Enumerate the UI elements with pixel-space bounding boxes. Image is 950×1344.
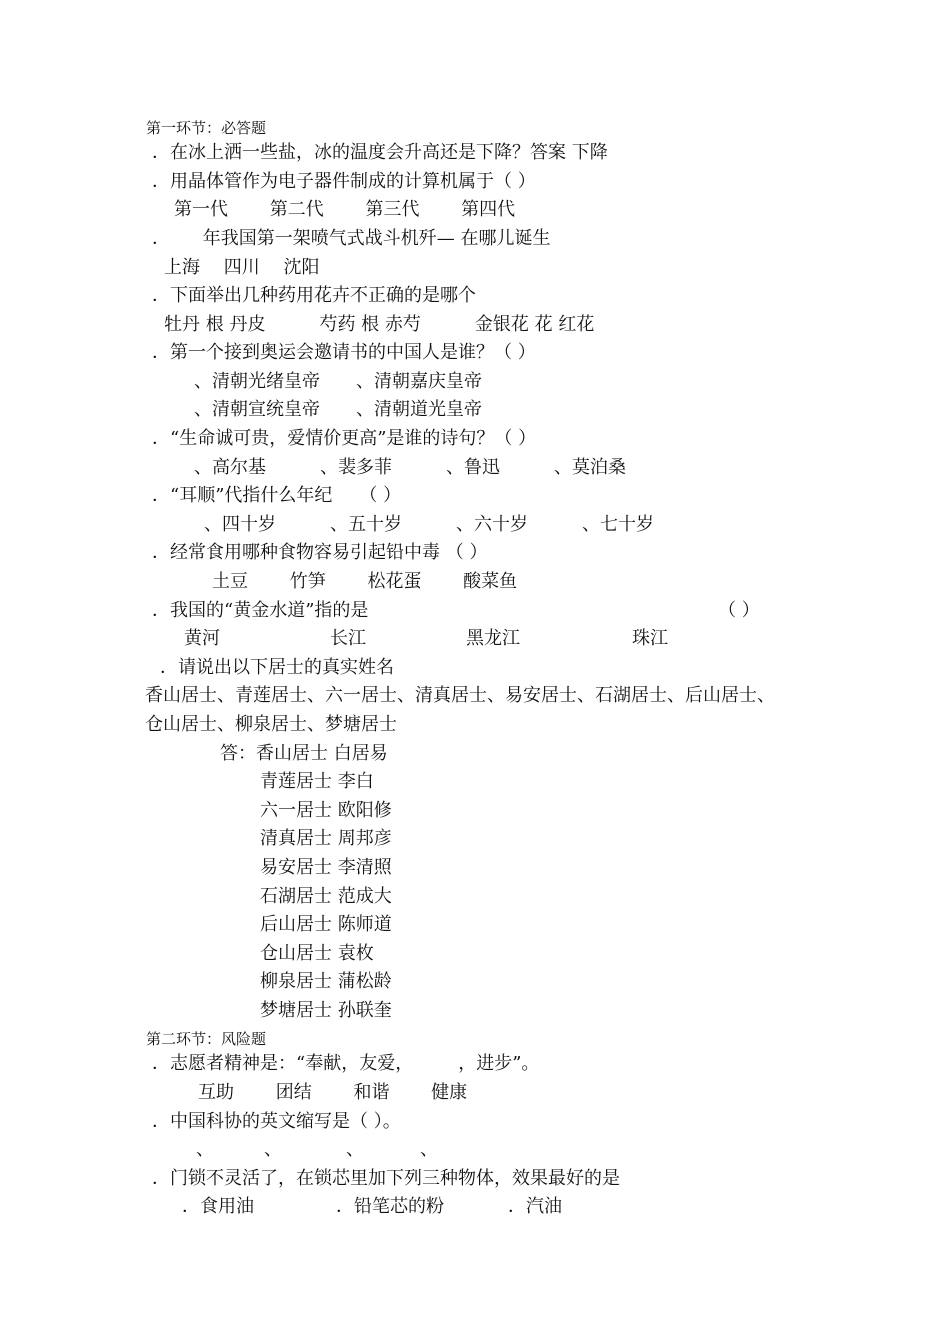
question-line: ．用晶体管作为电子器件制成的计算机属于（ ） bbox=[152, 171, 536, 192]
option-item: 、 bbox=[196, 1139, 214, 1160]
question-line: ．第一个接到奥运会邀请书的中国人是谁？（ ） bbox=[152, 342, 536, 363]
answer-line: 仓山居士 袁枚 bbox=[260, 943, 374, 964]
answer-line: 六一居士 欧阳修 bbox=[260, 800, 392, 821]
option-item: ．铅笔芯的粉 bbox=[336, 1196, 444, 1217]
question-line: ．“耳顺”代指什么年纪 （ ） bbox=[152, 485, 402, 506]
option-line: 、高尔基 、裴多菲 、鲁迅 、莫泊桑 bbox=[194, 457, 626, 478]
option-item: 、 bbox=[420, 1139, 438, 1160]
option-line: 牡丹 根 丹皮 芍药 根 赤芍 金银花 花 红花 bbox=[164, 314, 595, 335]
body-line: 香山居士、青莲居士、六一居士、清真居士、易安居士、石湖居士、后山居士、 bbox=[145, 685, 775, 706]
option-item: 、 bbox=[264, 1139, 282, 1160]
question-line: ．中国科协的英文缩写是（ ）。 bbox=[152, 1111, 401, 1132]
option-item: 黑龙江 bbox=[466, 628, 520, 649]
option-line: 、四十岁 、五十岁 、六十岁 、七十岁 bbox=[204, 514, 654, 535]
answer-line: 石湖居士 范成大 bbox=[260, 886, 392, 907]
answer-line: 梦塘居士 孙联奎 bbox=[260, 1000, 392, 1021]
question-line: ．在冰上洒一些盐，冰的温度会升高还是下降？答案 下降 bbox=[152, 142, 608, 163]
option-line: 土豆 竹笋 松花蛋 酸菜鱼 bbox=[212, 571, 518, 592]
question-line: ．“生命诚可贵，爱情价更高”是谁的诗句？（ ） bbox=[152, 428, 537, 449]
section-title: 第一环节：必答题 bbox=[146, 119, 267, 137]
question-line: ．门锁不灵活了，在锁芯里加下列三种物体，效果最好的是 bbox=[152, 1168, 620, 1189]
body-line: 仓山居士、柳泉居士、梦塘居士 bbox=[145, 714, 397, 735]
question-line: ．下面举出几种药用花卉不正确的是哪个 bbox=[152, 285, 476, 306]
answer-line: 易安居士 李清照 bbox=[260, 857, 392, 878]
option-line: 、清朝宣统皇帝 、清朝道光皇帝 bbox=[194, 399, 482, 420]
answer-line: 柳泉居士 蒲松龄 bbox=[260, 971, 392, 992]
question-line: ．志愿者精神是：“奉献，友爱， ，进步”。 bbox=[152, 1053, 540, 1074]
option-line: 互助 团结 和谐 健康 bbox=[198, 1082, 468, 1103]
option-line: 第一代 第二代 第三代 第四代 bbox=[174, 199, 516, 220]
answer-brackets: （ ） bbox=[718, 600, 760, 621]
option-item: ．汽油 bbox=[508, 1196, 562, 1217]
option-item: 珠江 bbox=[632, 628, 668, 649]
question-line: ．经常食用哪种食物容易引起铅中毒 （ ） bbox=[152, 542, 488, 563]
option-line: 上海 四川 沈阳 bbox=[164, 257, 320, 278]
answer-line: 青莲居士 李白 bbox=[260, 771, 374, 792]
question-line: ． 年我国第一架喷气式战斗机歼— 在哪儿诞生 bbox=[152, 228, 551, 249]
question-line: ．我国的“黄金水道”指的是 bbox=[152, 600, 369, 621]
option-line: 、清朝光绪皇帝 、清朝嘉庆皇帝 bbox=[194, 371, 482, 392]
section-title: 第二环节：风险题 bbox=[146, 1030, 267, 1048]
option-item: 黄河 bbox=[184, 628, 220, 649]
answer-line: 答：香山居士 白居易 bbox=[220, 743, 388, 764]
option-item: 长江 bbox=[330, 628, 366, 649]
option-item: ．食用油 bbox=[182, 1196, 254, 1217]
option-item: 、 bbox=[346, 1139, 364, 1160]
answer-line: 清真居士 周邦彦 bbox=[260, 828, 392, 849]
answer-line: 后山居士 陈师道 bbox=[260, 914, 392, 935]
question-line: ．请说出以下居士的真实姓名 bbox=[160, 657, 394, 678]
